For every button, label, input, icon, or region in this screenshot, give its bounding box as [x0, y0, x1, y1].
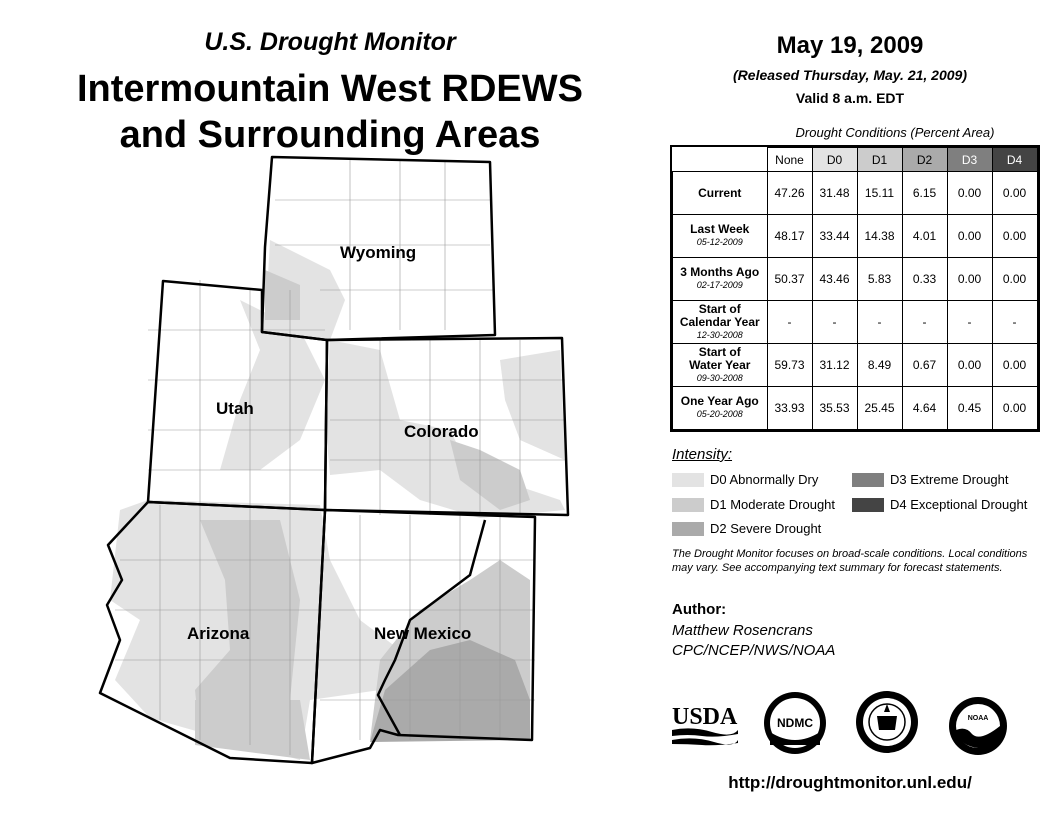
table-cell: -: [857, 301, 902, 344]
table-cell: 4.64: [902, 387, 947, 430]
table-cell: 0.00: [947, 344, 992, 387]
row-label-text: Start of Water Year: [689, 344, 751, 372]
state-label-colorado: Colorado: [404, 422, 479, 441]
table-caption: Drought Conditions (Percent Area): [795, 125, 995, 140]
table-cell: 0.00: [992, 344, 1037, 387]
legend-label-d2: D2 Severe Drought: [710, 521, 822, 536]
table-row: [673, 215, 1038, 258]
row-label-text: Start of Calendar Year: [679, 301, 760, 329]
row-label: [673, 387, 768, 430]
row-label: [673, 344, 768, 387]
legend-item-d2: [672, 521, 821, 536]
table-cell: 43.46: [812, 258, 857, 301]
table-cell: 0.00: [947, 258, 992, 301]
table-cell: 33.93: [767, 387, 812, 430]
row-label: [673, 215, 768, 258]
legend-label-d0: D0 Abnormally Dry: [710, 472, 819, 487]
table-cell: 31.48: [812, 172, 857, 215]
table-cell: -: [767, 301, 812, 344]
table-cell: 0.00: [992, 172, 1037, 215]
table-cell: -: [812, 301, 857, 344]
author-heading: Author:: [672, 601, 727, 618]
table-cell: 0.00: [992, 215, 1037, 258]
row-date: 02-17-2009: [696, 280, 743, 290]
website-link[interactable]: http://droughtmonitor.unl.edu/: [728, 773, 972, 792]
table-cell: 35.53: [812, 387, 857, 430]
row-label-text: Current: [698, 185, 742, 200]
col-d0: D0: [812, 148, 857, 172]
col-d3: D3: [947, 148, 992, 172]
legend-label-d3: D3 Extreme Drought: [890, 472, 1009, 487]
svg-text:NDMC: NDMC: [777, 716, 813, 730]
state-label-newmexico: New Mexico: [374, 624, 472, 643]
col-none: None: [767, 148, 812, 172]
legend-swatch-d3: [852, 473, 884, 487]
table-cell: 0.00: [947, 215, 992, 258]
legend-title: Intensity:: [672, 446, 733, 463]
svg-text:NOAA: NOAA: [967, 715, 989, 722]
table-row: [673, 172, 1038, 215]
map-title-line2: and Surrounding Areas: [119, 114, 541, 156]
legend-item-d3: [852, 472, 1009, 487]
legend-item-d1: [672, 497, 835, 512]
legend-label-d1: D1 Moderate Drought: [710, 497, 836, 512]
row-label-text: One Year Ago: [680, 394, 759, 408]
table-row: [673, 258, 1038, 301]
legend-swatch-d2: [672, 522, 704, 536]
table-cell: 5.83: [857, 258, 902, 301]
row-label: [673, 172, 768, 215]
release-date: (Released Thursday, May. 21, 2009): [733, 67, 967, 83]
disclaimer-note: The Drought Monitor focuses on broad-scale conditions. Local conditions may vary. See accompanying text summary for forecast statements.: [672, 548, 1028, 574]
table-cell: 0.45: [947, 387, 992, 430]
state-label-utah: Utah: [216, 399, 254, 418]
table-row: [673, 387, 1038, 430]
legend-item-d0: [672, 472, 818, 487]
legend-swatch-d1: [672, 498, 704, 512]
table-cell: -: [947, 301, 992, 344]
table-cell: 31.12: [812, 344, 857, 387]
state-label-arizona: Arizona: [187, 624, 250, 643]
table-cell: 0.67: [902, 344, 947, 387]
table-cell: 0.00: [992, 387, 1037, 430]
table-row: [673, 301, 1038, 344]
row-date: 05-20-2008: [696, 409, 743, 419]
row-label: [673, 258, 768, 301]
table-cell: -: [992, 301, 1037, 344]
commerce-seal-logo: [855, 690, 919, 754]
row-date: 09-30-2008: [696, 372, 743, 383]
table-cell: 15.11: [857, 172, 902, 215]
table-cell: 8.49: [857, 344, 902, 387]
legend-label-d4: D4 Exceptional Drought: [890, 497, 1028, 512]
table-cell: 59.73: [767, 344, 812, 387]
map-supertitle: U.S. Drought Monitor: [204, 28, 456, 56]
table-corner: [673, 148, 768, 172]
legend-swatch-d0: [672, 473, 704, 487]
col-d1: D1: [857, 148, 902, 172]
legend-swatch-d4: [852, 498, 884, 512]
noaa-logo: [948, 696, 1008, 756]
table-cell: -: [902, 301, 947, 344]
author-info: [672, 621, 835, 661]
table-cell: 0.33: [902, 258, 947, 301]
row-label-text: Last Week: [690, 222, 750, 236]
d0-area-colorado-east: [500, 350, 565, 460]
legend-item-d4: [852, 497, 1027, 512]
usda-logo: [672, 700, 738, 748]
row-label: [673, 301, 768, 344]
author-org: CPC/NCEP/NWS/NOAA: [672, 642, 836, 659]
valid-time: Valid 8 a.m. EDT: [795, 90, 905, 106]
table-cell: 47.26: [767, 172, 812, 215]
table-cell: 0.00: [947, 172, 992, 215]
map-title-line1: Intermountain West RDEWS: [77, 68, 583, 110]
state-label-wyoming: Wyoming: [340, 243, 417, 262]
drought-conditions-table: [672, 147, 1038, 430]
table-cell: 25.45: [857, 387, 902, 430]
row-date: 05-12-2009: [696, 237, 743, 247]
drought-areas: [110, 240, 565, 760]
table-cell: 48.17: [767, 215, 812, 258]
author-name: Matthew Rosencrans: [672, 622, 813, 639]
table-cell: 6.15: [902, 172, 947, 215]
col-d4: D4: [992, 148, 1037, 172]
table-cell: 50.37: [767, 258, 812, 301]
table-row: [673, 344, 1038, 387]
row-label-text: 3 Months Ago: [680, 265, 760, 279]
table-header-row: [673, 148, 1038, 172]
table-cell: 33.44: [812, 215, 857, 258]
table-cell: 14.38: [857, 215, 902, 258]
col-d2: D2: [902, 148, 947, 172]
table-cell: 0.00: [992, 258, 1037, 301]
svg-text:USDA: USDA: [672, 704, 738, 730]
row-date: 12-30-2008: [696, 329, 743, 340]
ndmc-logo: [762, 690, 828, 756]
d1-area-southeast-az: [195, 700, 310, 760]
map-date: May 19, 2009: [776, 32, 924, 59]
table-cell: 4.01: [902, 215, 947, 258]
